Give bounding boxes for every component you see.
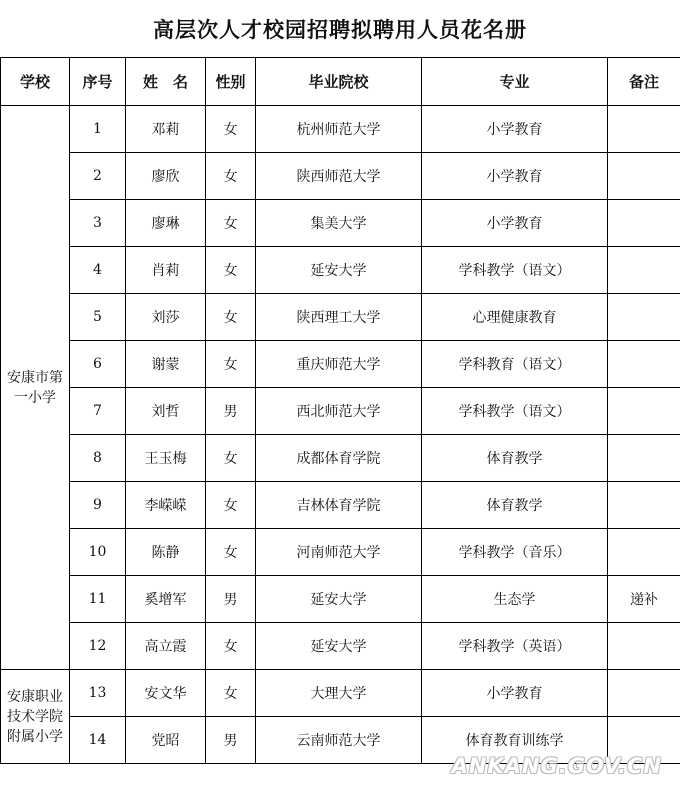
table-row	[1, 294, 680, 341]
major: 学科教学（语文）	[422, 247, 608, 294]
person-name: 刘莎	[126, 294, 206, 341]
person-name: 邓莉	[126, 106, 206, 153]
gender: 女	[206, 482, 256, 529]
university: 杭州师范大学	[256, 106, 422, 153]
person-name: 廖琳	[126, 200, 206, 247]
major: 心理健康教育	[422, 294, 608, 341]
note	[608, 247, 680, 294]
university: 集美大学	[256, 200, 422, 247]
school-name: 安康职业 技术学院 附属小学	[1, 670, 70, 764]
note	[608, 482, 680, 529]
table-row	[1, 341, 680, 388]
table-body	[1, 106, 680, 764]
header-number: 序号	[70, 58, 126, 106]
note	[608, 153, 680, 200]
row-number: 14	[70, 717, 126, 764]
note: 递补	[608, 576, 680, 623]
table-row	[1, 435, 680, 482]
row-number: 12	[70, 623, 126, 670]
note	[608, 341, 680, 388]
person-name: 高立霞	[126, 623, 206, 670]
table-row	[1, 247, 680, 294]
major: 体育教学	[422, 435, 608, 482]
university: 延安大学	[256, 623, 422, 670]
note	[608, 388, 680, 435]
note	[608, 106, 680, 153]
person-name: 党昭	[126, 717, 206, 764]
university: 延安大学	[256, 576, 422, 623]
major: 小学教育	[422, 670, 608, 717]
header-major: 专业	[422, 58, 608, 106]
university: 重庆师范大学	[256, 341, 422, 388]
table-header	[1, 58, 680, 106]
major: 小学教育	[422, 153, 608, 200]
university: 陕西理工大学	[256, 294, 422, 341]
document-title: 高层次人才校园招聘拟聘用人员花名册	[153, 17, 527, 42]
major: 学科教学（英语）	[422, 623, 608, 670]
university: 延安大学	[256, 247, 422, 294]
header-gender: 性别	[206, 58, 256, 106]
major: 学科教育（语文）	[422, 341, 608, 388]
row-number: 6	[70, 341, 126, 388]
person-name: 廖欣	[126, 153, 206, 200]
university: 云南师范大学	[256, 717, 422, 764]
row-number: 1	[70, 106, 126, 153]
row-number: 13	[70, 670, 126, 717]
note	[608, 623, 680, 670]
person-name: 陈静	[126, 529, 206, 576]
table-row	[1, 623, 680, 670]
row-number: 11	[70, 576, 126, 623]
person-name: 刘哲	[126, 388, 206, 435]
table-row	[1, 200, 680, 247]
gender: 女	[206, 294, 256, 341]
gender: 女	[206, 200, 256, 247]
person-name: 安文华	[126, 670, 206, 717]
table-row	[1, 482, 680, 529]
table-row	[1, 576, 680, 623]
gender: 男	[206, 388, 256, 435]
row-number: 3	[70, 200, 126, 247]
table-row	[1, 388, 680, 435]
major: 体育教育训练学	[422, 717, 608, 764]
table-row	[1, 153, 680, 200]
header-school: 学校	[1, 58, 70, 106]
major: 学科教学（语文）	[422, 388, 608, 435]
gender: 女	[206, 247, 256, 294]
university: 河南师范大学	[256, 529, 422, 576]
note	[608, 294, 680, 341]
header-university: 毕业院校	[256, 58, 422, 106]
header-name: 姓 名	[126, 58, 206, 106]
row-number: 7	[70, 388, 126, 435]
roster-table	[0, 57, 680, 764]
person-name: 谢蒙	[126, 341, 206, 388]
gender: 女	[206, 529, 256, 576]
row-number: 5	[70, 294, 126, 341]
gender: 女	[206, 153, 256, 200]
major: 生态学	[422, 576, 608, 623]
header-row	[1, 58, 680, 106]
note	[608, 200, 680, 247]
major: 体育教学	[422, 482, 608, 529]
gender: 男	[206, 576, 256, 623]
table-row	[1, 106, 680, 153]
row-number: 10	[70, 529, 126, 576]
table-row	[1, 529, 680, 576]
person-name: 奚增军	[126, 576, 206, 623]
note	[608, 529, 680, 576]
row-number: 8	[70, 435, 126, 482]
major: 小学教育	[422, 106, 608, 153]
person-name: 王玉梅	[126, 435, 206, 482]
note	[608, 435, 680, 482]
row-number: 2	[70, 153, 126, 200]
university: 西北师范大学	[256, 388, 422, 435]
row-number: 4	[70, 247, 126, 294]
header-note: 备注	[608, 58, 680, 106]
note	[608, 670, 680, 717]
gender: 女	[206, 623, 256, 670]
table-row	[1, 670, 680, 717]
university: 陕西师范大学	[256, 153, 422, 200]
major: 学科教学（音乐）	[422, 529, 608, 576]
gender: 男	[206, 717, 256, 764]
major: 小学教育	[422, 200, 608, 247]
site-watermark: ANKANG.GOV.CN	[451, 754, 662, 778]
school-name: 安康市第 一小学	[1, 106, 70, 670]
university: 吉林体育学院	[256, 482, 422, 529]
row-number: 9	[70, 482, 126, 529]
university: 成都体育学院	[256, 435, 422, 482]
gender: 女	[206, 341, 256, 388]
gender: 女	[206, 670, 256, 717]
gender: 女	[206, 435, 256, 482]
university: 大理大学	[256, 670, 422, 717]
person-name: 肖莉	[126, 247, 206, 294]
person-name: 李嵘嵘	[126, 482, 206, 529]
gender: 女	[206, 106, 256, 153]
